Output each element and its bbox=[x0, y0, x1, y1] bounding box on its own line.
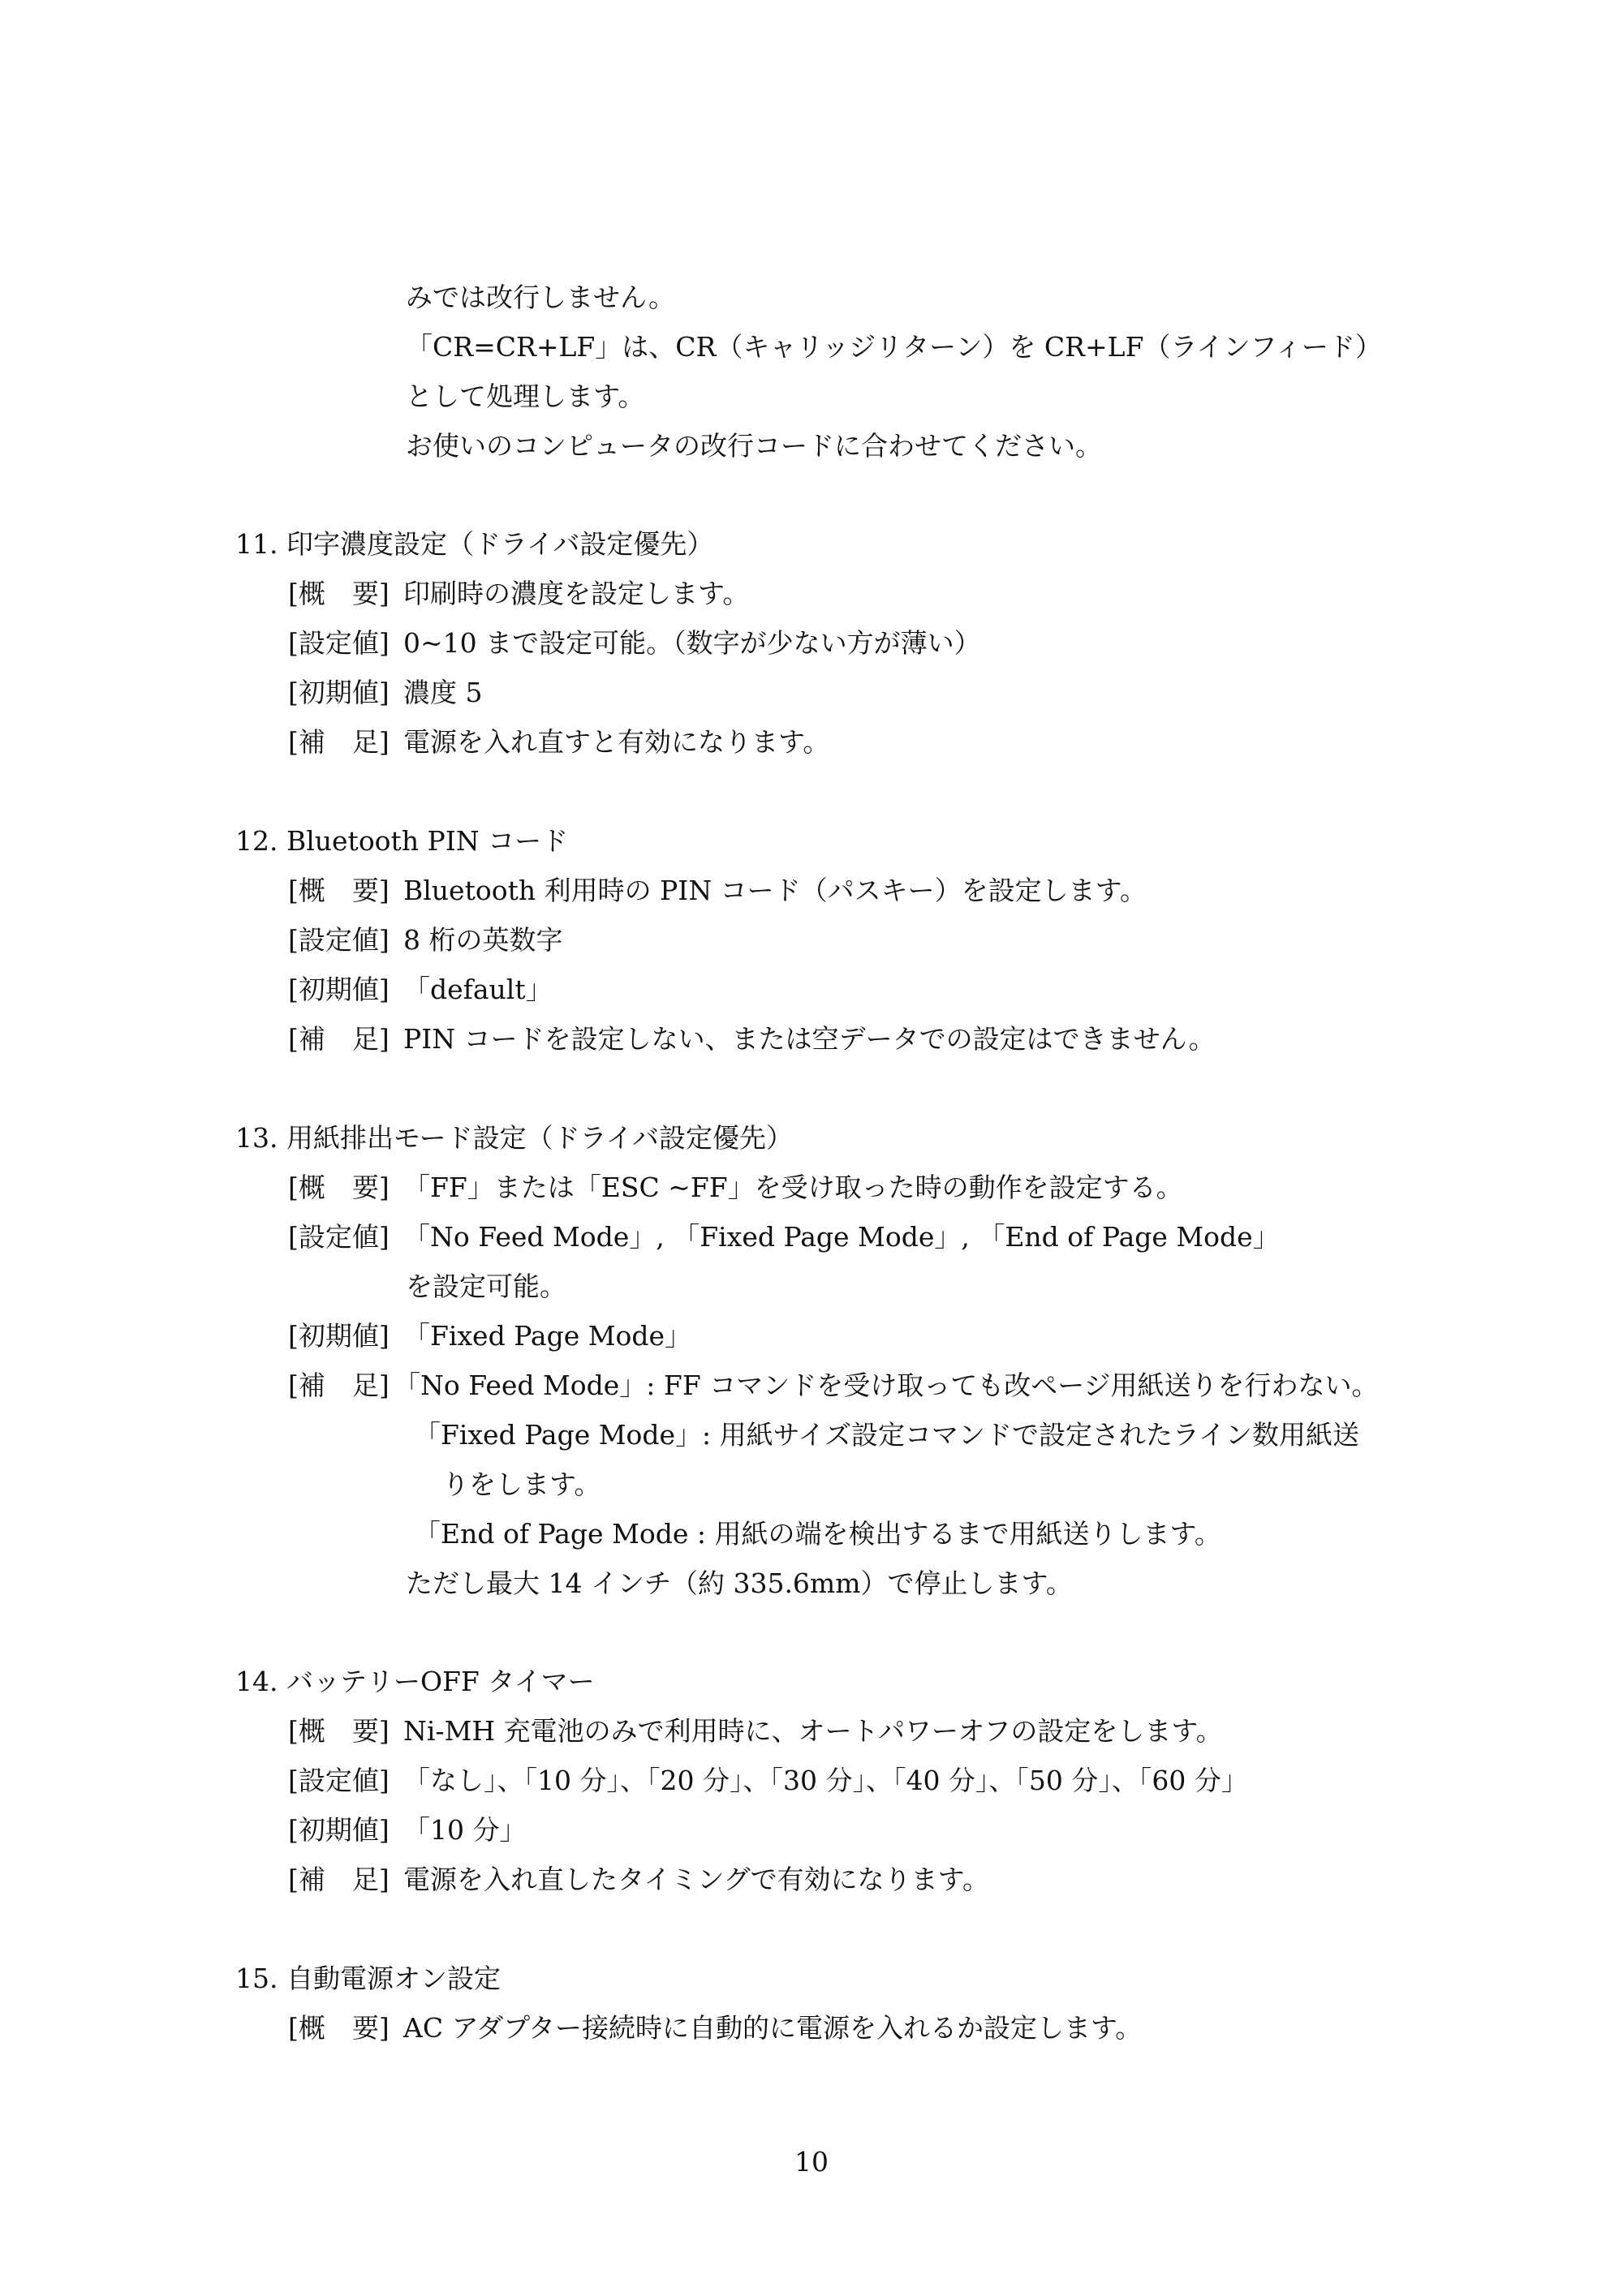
section-heading-11: 11. 印字濃度設定（ドライバ設定優先） bbox=[235, 528, 714, 560]
section-12-value-default: 「default」 bbox=[403, 974, 553, 1005]
section-11-label-setting: [設定値] bbox=[288, 627, 390, 659]
section-heading-12: 12. Bluetooth PIN コード bbox=[235, 825, 569, 857]
section-13-setting-continuation: を設定可能。 bbox=[406, 1271, 566, 1302]
section-11-value-summary: 印刷時の濃度を設定します。 bbox=[403, 578, 750, 609]
section-13-note-line-5: ただし最大 14 インチ（約 335.6mm）で停止します。 bbox=[406, 1567, 1073, 1599]
section-14-value-summary: Ni-MH 充電池のみで利用時に、オートパワーオフの設定をします。 bbox=[403, 1715, 1223, 1747]
section-heading-14: 14. バッテリーOFF タイマー bbox=[235, 1666, 595, 1697]
section-13-note-line-4: 「End of Page Mode : 用紙の端を検出するまで用紙送りします。 bbox=[414, 1518, 1221, 1550]
section-12-label-default: [初期値] bbox=[288, 974, 390, 1005]
section-13-note-line-2: 「Fixed Page Mode」: 用紙サイズ設定コマンドで設定されたライン数用紙送 bbox=[414, 1419, 1360, 1451]
intro-line-3: として処理します。 bbox=[406, 381, 645, 412]
section-11-value-setting: 0~10 まで設定可能。（数字が少ない方が薄い） bbox=[403, 627, 981, 659]
section-14-value-note: 電源を入れ直したタイミングで有効になります。 bbox=[403, 1864, 990, 1895]
intro-line-1: みでは改行しません。 bbox=[406, 282, 675, 313]
section-13-value-note: 「No Feed Mode」: FF コマンドを受け取っても改ページ用紙送りを行わない。 bbox=[394, 1369, 1379, 1401]
section-14-value-default: 「10 分」 bbox=[403, 1814, 527, 1846]
intro-line-4: お使いのコンピュータの改行コードに合わせてください。 bbox=[406, 430, 1102, 462]
section-14-label-summary: [概 要] bbox=[288, 1715, 390, 1747]
section-13-value-summary: 「FF」または「ESC ~FF」を受け取った時の動作を設定する。 bbox=[403, 1172, 1183, 1203]
intro-line-2: 「CR=CR+LF」は、CR（キャリッジリターン）を CR+LF（ラインフィード） bbox=[406, 331, 1382, 363]
section-13-label-setting: [設定値] bbox=[288, 1221, 390, 1253]
section-12-label-setting: [設定値] bbox=[288, 924, 390, 956]
section-14-label-note: [補 足] bbox=[288, 1864, 390, 1895]
section-heading-13: 13. 用紙排出モード設定（ドライバ設定優先） bbox=[235, 1122, 794, 1154]
section-15-label-summary: [概 要] bbox=[288, 2012, 390, 2044]
section-12-label-note: [補 足] bbox=[288, 1023, 390, 1055]
section-12-value-note: PIN コードを設定しない、または空データでの設定はできません。 bbox=[403, 1023, 1216, 1055]
section-11-label-default: [初期値] bbox=[288, 677, 390, 708]
section-11-value-default: 濃度 5 bbox=[403, 677, 483, 708]
section-11-label-summary: [概 要] bbox=[288, 578, 390, 609]
section-14-label-setting: [設定値] bbox=[288, 1765, 390, 1796]
page-number: 10 bbox=[794, 2146, 829, 2178]
section-13-label-default: [初期値] bbox=[288, 1320, 390, 1352]
section-13-label-summary: [概 要] bbox=[288, 1172, 390, 1203]
section-14-label-default: [初期値] bbox=[288, 1814, 390, 1846]
section-heading-15: 15. 自動電源オン設定 bbox=[235, 1963, 501, 1994]
section-13-value-setting: 「No Feed Mode」, 「Fixed Page Mode」, 「End of Page Mode」 bbox=[403, 1221, 1280, 1253]
section-12-label-summary: [概 要] bbox=[288, 875, 390, 906]
section-13-note-line-3: りをします。 bbox=[442, 1468, 601, 1500]
section-14-value-setting: 「なし」、「10 分」、「20 分」、「30 分」、「40 分」、「50 分」、「60 分」 bbox=[403, 1765, 1248, 1796]
section-11-label-note: [補 足] bbox=[288, 726, 390, 758]
section-12-value-setting: 8 桁の英数字 bbox=[403, 924, 563, 956]
section-12-value-summary: Bluetooth 利用時の PIN コード（パスキー）を設定します。 bbox=[403, 875, 1147, 906]
section-13-value-default: 「Fixed Page Mode」 bbox=[403, 1320, 692, 1352]
section-13-label-note: [補 足] bbox=[288, 1369, 390, 1401]
section-15-value-summary: AC アダプター接続時に自動的に電源を入れるか設定します。 bbox=[403, 2012, 1143, 2044]
section-11-value-note: 電源を入れ直すと有効になります。 bbox=[403, 726, 830, 758]
